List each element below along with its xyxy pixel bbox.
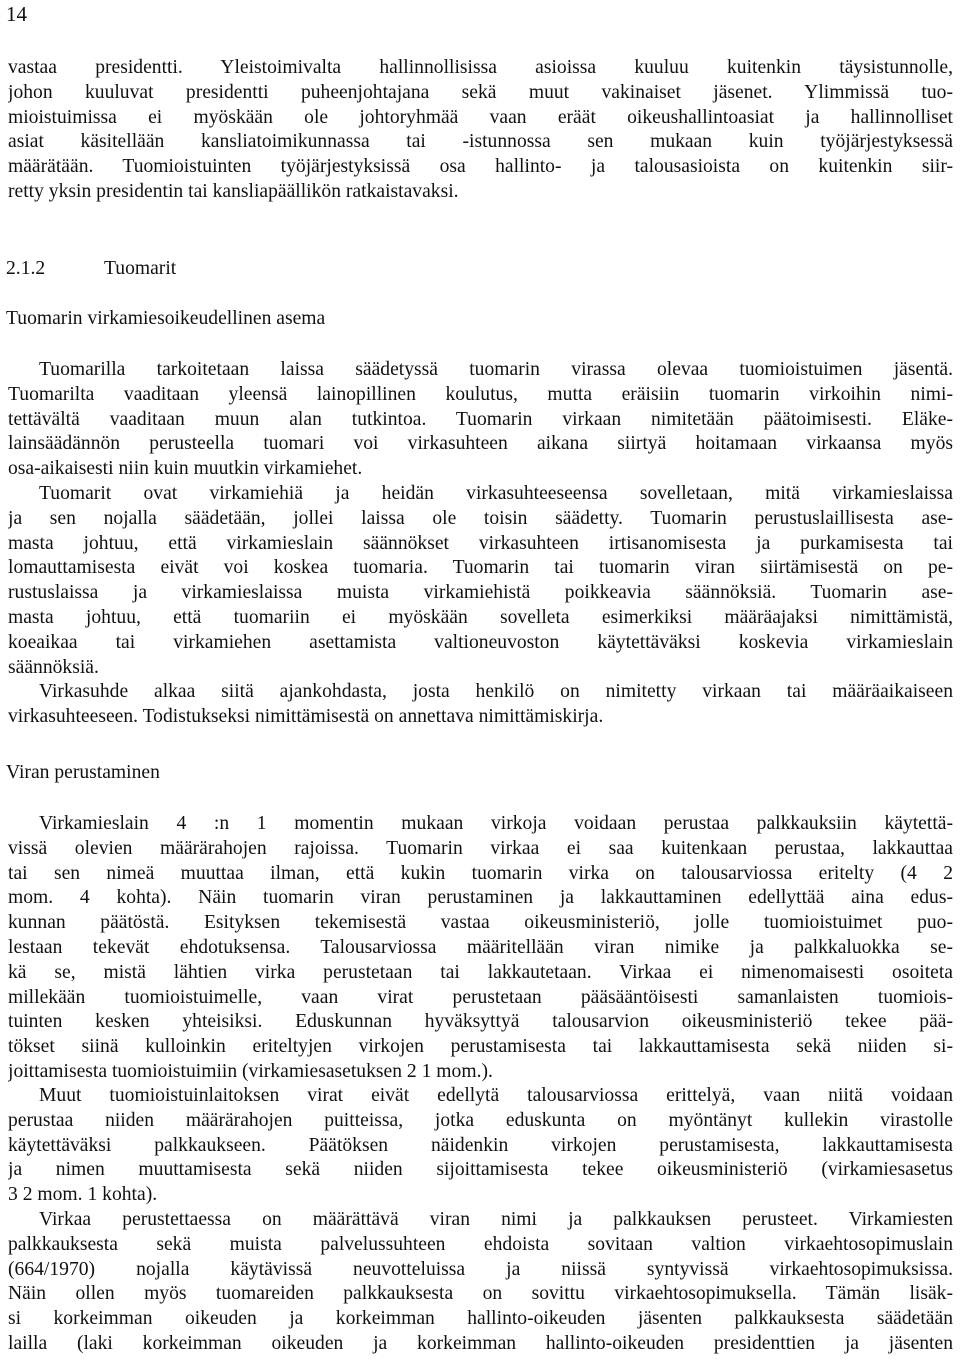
text-line: ja nimen muuttamisesta sekä niiden sijoittamisesta tekee oikeusministeriö (virkamiesasetus	[8, 1159, 953, 1181]
text-line: johon kuuluvat presidentti puheenjohtajana sekä muut vakinaiset jäsenet. Ylimmissä tuo-	[8, 81, 953, 103]
text-line: lestaan tekevät ehdotuksensa. Talousarviossa määritellään viran nimike ja palkkaluokka se-	[8, 936, 953, 958]
text-line: lomauttamisesta eivät voi koskea tuomaria. Tuomarin tai tuomarin viran siirtämisestä on pe-	[8, 557, 953, 579]
text-line: Muut tuomioistuinlaitoksen virat eivät edellytä talousarviossa erittelyä, vaan niitä voidaan	[39, 1085, 953, 1106]
section-heading	[6, 257, 176, 281]
text-line: virkasuhteeseen. Todistukseksi nimittämisestä on annettava nimittämiskirja.	[8, 705, 604, 727]
page-number: 14	[6, 2, 27, 26]
text-line: ja sen nojalla säädetään, jollei laissa ole toisin säädetty. Tuomarin perustuslaillisesta ase-	[8, 507, 953, 529]
section-title: Tuomarit	[104, 258, 177, 279]
text-line: mom. 4 kohta). Näin tuomarin viran perustaminen ja lakkauttaminen edellyttää aina edus-	[8, 887, 953, 909]
text-line: koeaikaa tai virkamiehen asettamista valtioneuvoston käytettäväksi koskevia virkamieslain	[8, 631, 953, 653]
text-line: määrätään. Tuomioistuinten työjärjestyksissä osa hallinto- ja talousasioista on kuitenkin siir-	[8, 156, 953, 178]
paragraph-tuomarilla	[8, 358, 953, 482]
text-line: osa-aikaisesti niin kuin muutkin virkamiehet.	[8, 458, 363, 480]
text-line: Virkaa perustettaessa on määrättävä viran nimi ja palkkauksen perusteet. Virkamiesten	[39, 1209, 953, 1230]
text-line: Tuomarilta vaaditaan yleensä lainopillinen koulutus, mutta eräisiin tuomarin virkoihin nimi-	[8, 383, 953, 405]
text-line: si korkeimman oikeuden ja korkeimman hallinto-oikeuden jäsenten palkkauksesta säädetään	[8, 1308, 953, 1330]
text-line: tai sen nimeä muuttaa ilman, että kukin tuomarin virka on talousarviossa eritelty (4 2	[8, 862, 953, 884]
text-line: Virkamieslain 4 :n 1 momentin mukaan virkoja voidaan perustaa palkkauksiin käytettä-	[39, 813, 953, 834]
text-line: käytettäväksi palkkaukseen. Päätöksen näidenkin virkojen perustamisesta, lakkauttamisesta	[8, 1134, 953, 1156]
text-line: Virkasuhde alkaa siitä ajankohdasta, josta henkilö on nimitetty virkaan tai määräaikaiseen	[39, 681, 953, 702]
text-line: millekään tuomioistuimelle, vaan virat perustetaan pääsääntöisesti samanlaisten tuomiois-	[8, 986, 953, 1008]
text-line: vissä olevien määrärahojen rajoissa. Tuomarin virkaa ei saa kuitenkaan perustaa, lakkauttaa	[8, 837, 953, 859]
text-line: tuinten kesken yhteisiksi. Eduskunnan hyväksyttyä talousarvion oikeusministeriö tekee pää-	[8, 1011, 953, 1033]
text-line: joittamisesta tuomioistuimiin (virkamiesasetuksen 2 1 mom.).	[8, 1060, 493, 1082]
paragraph-virkaa-perustettaessa	[8, 1208, 953, 1357]
text-line: säännöksiä.	[8, 656, 99, 678]
text-line: tökset siinä kulloinkin eriteltyjen virkojen perustamisesta tai lakkauttamisesta sekä niiden si-	[8, 1036, 953, 1058]
text-line: perustaa niiden määrärahojen puitteissa, jotka eduskunta on myöntänyt kullekin virastolle	[8, 1109, 953, 1131]
text-line: 3 2 mom. 1 kohta).	[8, 1184, 158, 1206]
text-line: kä se, mistä lähtien virka perustetaan tai lakkautetaan. Virkaa ei nimenomaisesti osoiteta	[8, 961, 953, 983]
text-line: masta johtuu, että tuomariin ei myöskään sovelleta esimerkiksi määräajaksi nimittämistä,	[8, 606, 953, 628]
paragraph-intro	[8, 56, 953, 205]
subheading-viran-perustaminen: Viran perustaminen	[6, 762, 160, 783]
section-number: 2.1.2	[6, 258, 46, 279]
text-line: (664/1970) nojalla käytävissä neuvotteluissa ja niissä syntyvissä virkaehtosopimuksissa.	[8, 1258, 953, 1280]
text-line: vastaa presidentti. Yleistoimivalta hallinnollisissa asioissa kuuluu kuitenkin täysistunnolle,	[8, 57, 953, 78]
text-line: palkkauksesta sekä muista palvelussuhteen ehdoista sovitaan valtion virkaehtosopimuslain	[8, 1233, 953, 1255]
text-line: retty yksin presidentin tai kansliapäällikön ratkaistavaksi.	[8, 180, 459, 202]
subheading-virkamiesoikeudellinen: Tuomarin virkamiesoikeudellinen asema	[6, 308, 326, 329]
paragraph-muut-virat	[8, 1084, 953, 1208]
text-line: lainsäädännön perusteella tuomari voi virkasuhteen aikana siirtyä hoitamaan virkaansa myös	[8, 433, 953, 455]
text-line: mioistuimissa ei myöskään ole johtoryhmää vaan eräät oikeushallintoasiat ja hallinnolliset	[8, 106, 953, 128]
text-line: tettävältä vaaditaan muun alan tutkintoa. Tuomarin virkaan nimitetään päätoimisesti. Eläke-	[8, 408, 953, 430]
text-line: lailla (laki korkeimman oikeuden ja korkeimman hallinto-oikeuden presidenttien ja jäsenten	[8, 1332, 953, 1354]
text-line: asiat käsitellään kansliatoimikunnassa tai -istunnossa sen mukaan kuin työjärjestyksessä	[8, 131, 953, 153]
text-line: rustuslaissa ja virkamieslaissa muista virkamiehistä poikkeavia säännöksiä. Tuomarin ase-	[8, 582, 953, 604]
text-line: Näin ollen myös tuomareiden palkkauksesta on sovittu virkaehtosopimuksella. Tämän lisäk-	[8, 1283, 953, 1305]
text-line: Tuomarit ovat virkamiehiä ja heidän virkasuhteeseensa sovelletaan, mitä virkamieslaissa	[39, 483, 953, 504]
text-line: masta johtuu, että virkamieslain säännökset virkasuhteen irtisanomisesta ja purkamisesta tai	[8, 532, 953, 554]
text-line: Tuomarilla tarkoitetaan laissa säädetyssä tuomarin virassa olevaa tuomioistuimen jäsentä.	[39, 359, 953, 380]
paragraph-virkamieslain	[8, 812, 953, 1085]
paragraph-tuomarit-virkamiehia	[8, 482, 953, 680]
text-line: kunnan päätöstä. Esityksen tekemisestä vastaa oikeusministeriö, jolle tuomioistuimet puo-	[8, 912, 953, 934]
paragraph-virkasuhde	[8, 680, 953, 730]
